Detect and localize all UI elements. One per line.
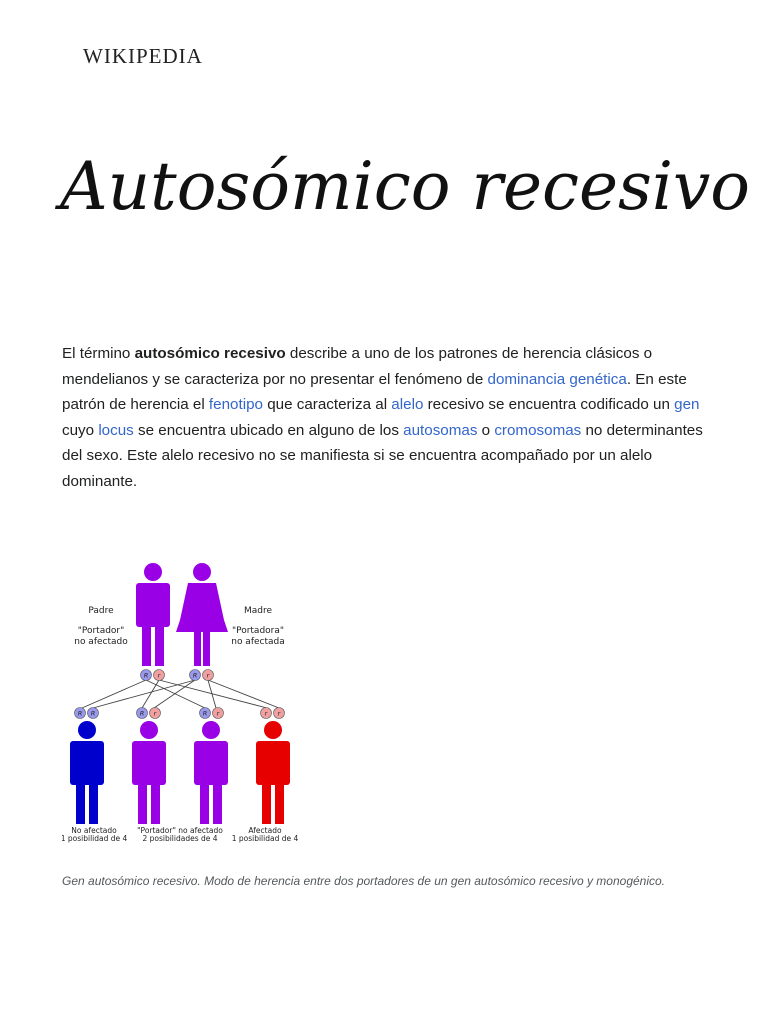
allele-recessive-label: r <box>206 671 210 680</box>
lead-paragraph <box>62 341 710 495</box>
allele-dominant-label: R <box>77 709 83 718</box>
link-autosomas[interactable]: autosomas <box>403 421 478 439</box>
link-gen[interactable]: gen <box>674 396 700 414</box>
link-fenotipo[interactable]: fenotipo <box>208 396 263 414</box>
allele-recessive-label: r <box>264 709 268 718</box>
child-unaffected-label: No afectado <box>71 826 117 835</box>
lead-bold-term: autosómico recesivo <box>134 345 286 362</box>
link-cromosomas[interactable]: cromosomas <box>494 421 582 439</box>
link-alelo[interactable]: alelo <box>391 396 424 414</box>
inheritance-lines <box>82 680 279 708</box>
allele-recessive-label: r <box>157 671 161 680</box>
mother-status: "Portadora" <box>231 626 285 636</box>
lead-text: o <box>477 421 495 439</box>
lead-text: recesivo se encuentra codificado un <box>423 396 675 414</box>
child-carrier-label: "Portador" no afectado <box>137 826 223 835</box>
inheritance-diagram[interactable] <box>62 562 306 850</box>
mother-figure <box>176 563 228 666</box>
allele-dominant-label: R <box>192 671 198 680</box>
lead-text: cuyo <box>62 421 99 439</box>
allele-dominant-label: R <box>143 671 149 680</box>
page-title: Autosómico recesivo <box>60 148 751 225</box>
child-affected-label: Afectado <box>248 826 282 835</box>
father-status: "Portador" <box>77 626 125 636</box>
link-dominancia-genetica[interactable]: dominancia genética <box>487 370 627 388</box>
allele-dominant-label: R <box>90 709 96 718</box>
lead-text: que caracteriza al <box>262 396 392 414</box>
figure-caption: Gen autosómico recesivo. Modo de herencia entre dos portadores de un gen autosómico recesivo y monogénico. <box>62 874 666 888</box>
child-affected-probability: 1 posibilidad de 4 <box>231 834 299 843</box>
father-label: Padre <box>88 606 114 616</box>
child-affected-figure <box>256 721 290 824</box>
lead-text: . En este patrón de herencia el <box>62 370 687 414</box>
lead-text: El término <box>62 345 135 362</box>
allele-recessive-label: r <box>277 709 281 718</box>
child-carrier-probability: 2 posibilidades de 4 <box>142 834 218 843</box>
mother-status: no afectada <box>231 637 285 647</box>
father-status: no afectado <box>74 637 128 647</box>
allele-dominant-label: R <box>139 709 145 718</box>
child-carrier-figure <box>132 721 166 824</box>
allele-recessive-label: r <box>153 709 157 718</box>
allele-recessive-label: r <box>216 709 220 718</box>
lead-text: se encuentra ubicado en alguno de los <box>133 421 404 439</box>
wikipedia-wordmark[interactable]: WIKIPEDIA <box>83 44 203 68</box>
mother-label: Madre <box>243 606 273 616</box>
inheritance-diagram-svg <box>62 562 306 850</box>
child-carrier-figure <box>194 721 228 824</box>
lead-text: no determinantes del sexo. Este alelo recesivo no se manifiesta si se encuentra acompañado por un alelo dominante. <box>62 421 703 490</box>
child-unaffected-figure <box>70 721 104 824</box>
father-figure <box>136 563 170 666</box>
allele-dominant-label: R <box>202 709 208 718</box>
link-locus[interactable]: locus <box>98 421 134 439</box>
lead-text: describe a uno de los patrones de herencia clásicos o mendelianos y se caracteriza por no presentar el fenómeno de <box>62 345 653 388</box>
child-unaffected-probability: 1 posibilidad de 4 <box>62 834 128 843</box>
